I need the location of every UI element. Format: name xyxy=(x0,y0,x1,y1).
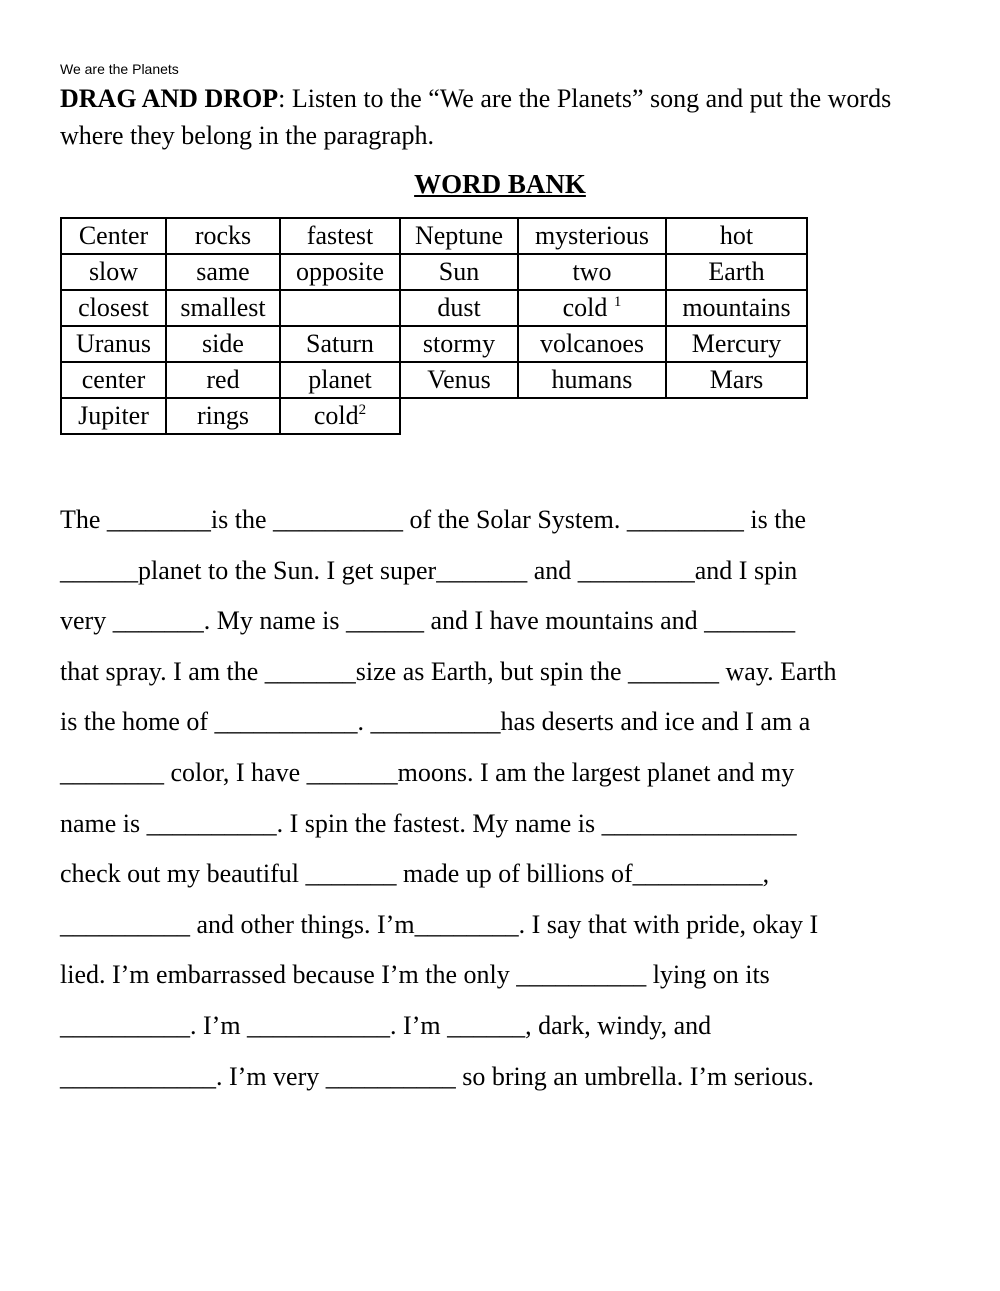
word-tile[interactable]: Jupiter xyxy=(61,398,166,434)
word-tile[interactable]: Venus xyxy=(400,362,518,398)
blank-space xyxy=(666,398,807,434)
word-tile[interactable]: rings xyxy=(166,398,280,434)
word-tile[interactable]: Sun xyxy=(400,254,518,290)
paragraph-line: lied. I’m embarrassed because I’m the only __________ lying on its xyxy=(60,960,770,990)
word-bank-row xyxy=(61,362,807,398)
superscript-marker: 2 xyxy=(358,402,367,418)
word-tile[interactable]: two xyxy=(518,254,666,290)
word-bank-row xyxy=(61,290,807,326)
word-tile[interactable]: volcanoes xyxy=(518,326,666,362)
fill-in-paragraph xyxy=(60,501,950,1108)
word-bank-row xyxy=(61,398,807,434)
word-bank-table xyxy=(60,217,808,435)
paragraph-line: that spray. I am the _______size as Earth, but spin the _______ way. Earth xyxy=(60,656,837,686)
word-tile-cold-2[interactable] xyxy=(280,398,400,434)
word-tile-text: cold xyxy=(313,401,359,430)
word-bank-row xyxy=(61,326,807,362)
word-tile[interactable]: same xyxy=(166,254,280,290)
word-bank-title: WORD BANK xyxy=(414,169,586,199)
empty-word-slot xyxy=(280,290,400,326)
word-tile[interactable]: center xyxy=(61,362,166,398)
blank-space xyxy=(518,398,666,434)
paragraph-line: very _______. My name is ______ and I have mountains and _______ xyxy=(60,606,796,636)
word-bank-row xyxy=(61,218,807,254)
paragraph-line: check out my beautiful _______ made up of billions of__________, xyxy=(60,859,770,889)
paragraph-line: __________. I’m ___________. I’m ______, dark, windy, and xyxy=(60,1010,712,1040)
word-tile[interactable]: opposite xyxy=(280,254,400,290)
instructions xyxy=(60,80,960,154)
word-tile-cold-1[interactable] xyxy=(518,290,666,326)
paragraph-line: ________ color, I have _______moons. I am the largest planet and my xyxy=(60,757,795,787)
word-tile[interactable]: hot xyxy=(666,218,807,254)
word-tile[interactable]: planet xyxy=(280,362,400,398)
word-tile[interactable]: mountains xyxy=(666,290,807,326)
word-tile[interactable]: fastest xyxy=(280,218,400,254)
word-tile[interactable]: mysterious xyxy=(518,218,666,254)
paragraph-line: ____________. I’m very __________ so bring an umbrella. I’m serious. xyxy=(60,1061,814,1091)
word-tile[interactable]: Mercury xyxy=(666,326,807,362)
word-tile[interactable]: slow xyxy=(61,254,166,290)
word-tile[interactable]: Uranus xyxy=(61,326,166,362)
word-tile[interactable]: Saturn xyxy=(280,326,400,362)
superscript-marker: 1 xyxy=(613,294,622,310)
word-tile[interactable]: dust xyxy=(400,290,518,326)
word-bank-row xyxy=(61,254,807,290)
word-tile[interactable]: Earth xyxy=(666,254,807,290)
word-tile[interactable]: stormy xyxy=(400,326,518,362)
word-tile[interactable]: red xyxy=(166,362,280,398)
paragraph-line: name is __________. I spin the fastest. My name is _______________ xyxy=(60,808,797,838)
word-tile[interactable]: Center xyxy=(61,218,166,254)
word-tile-text: cold xyxy=(562,293,608,322)
instructions-text: : Listen to the “We are the Planets” song and put the words where they belong in the paragraph. xyxy=(60,84,892,150)
word-tile[interactable]: Mars xyxy=(666,362,807,398)
word-tile[interactable]: Neptune xyxy=(400,218,518,254)
instructions-label: DRAG AND DROP xyxy=(60,84,279,113)
worksheet-title: We are the Planets xyxy=(60,61,179,77)
paragraph-line: is the home of ___________. __________has deserts and ice and I am a xyxy=(60,707,811,737)
word-tile[interactable]: rocks xyxy=(166,218,280,254)
word-tile[interactable]: side xyxy=(166,326,280,362)
paragraph-line: ______planet to the Sun. I get super_______ and _________and I spin xyxy=(60,555,798,585)
paragraph-line: The ________is the __________ of the Solar System. _________ is the xyxy=(60,505,807,534)
paragraph-line: __________ and other things. I’m________. I say that with pride, okay I xyxy=(60,909,819,939)
word-tile[interactable]: humans xyxy=(518,362,666,398)
word-tile[interactable]: closest xyxy=(61,290,166,326)
word-tile[interactable]: smallest xyxy=(166,290,280,326)
blank-space xyxy=(400,398,518,434)
